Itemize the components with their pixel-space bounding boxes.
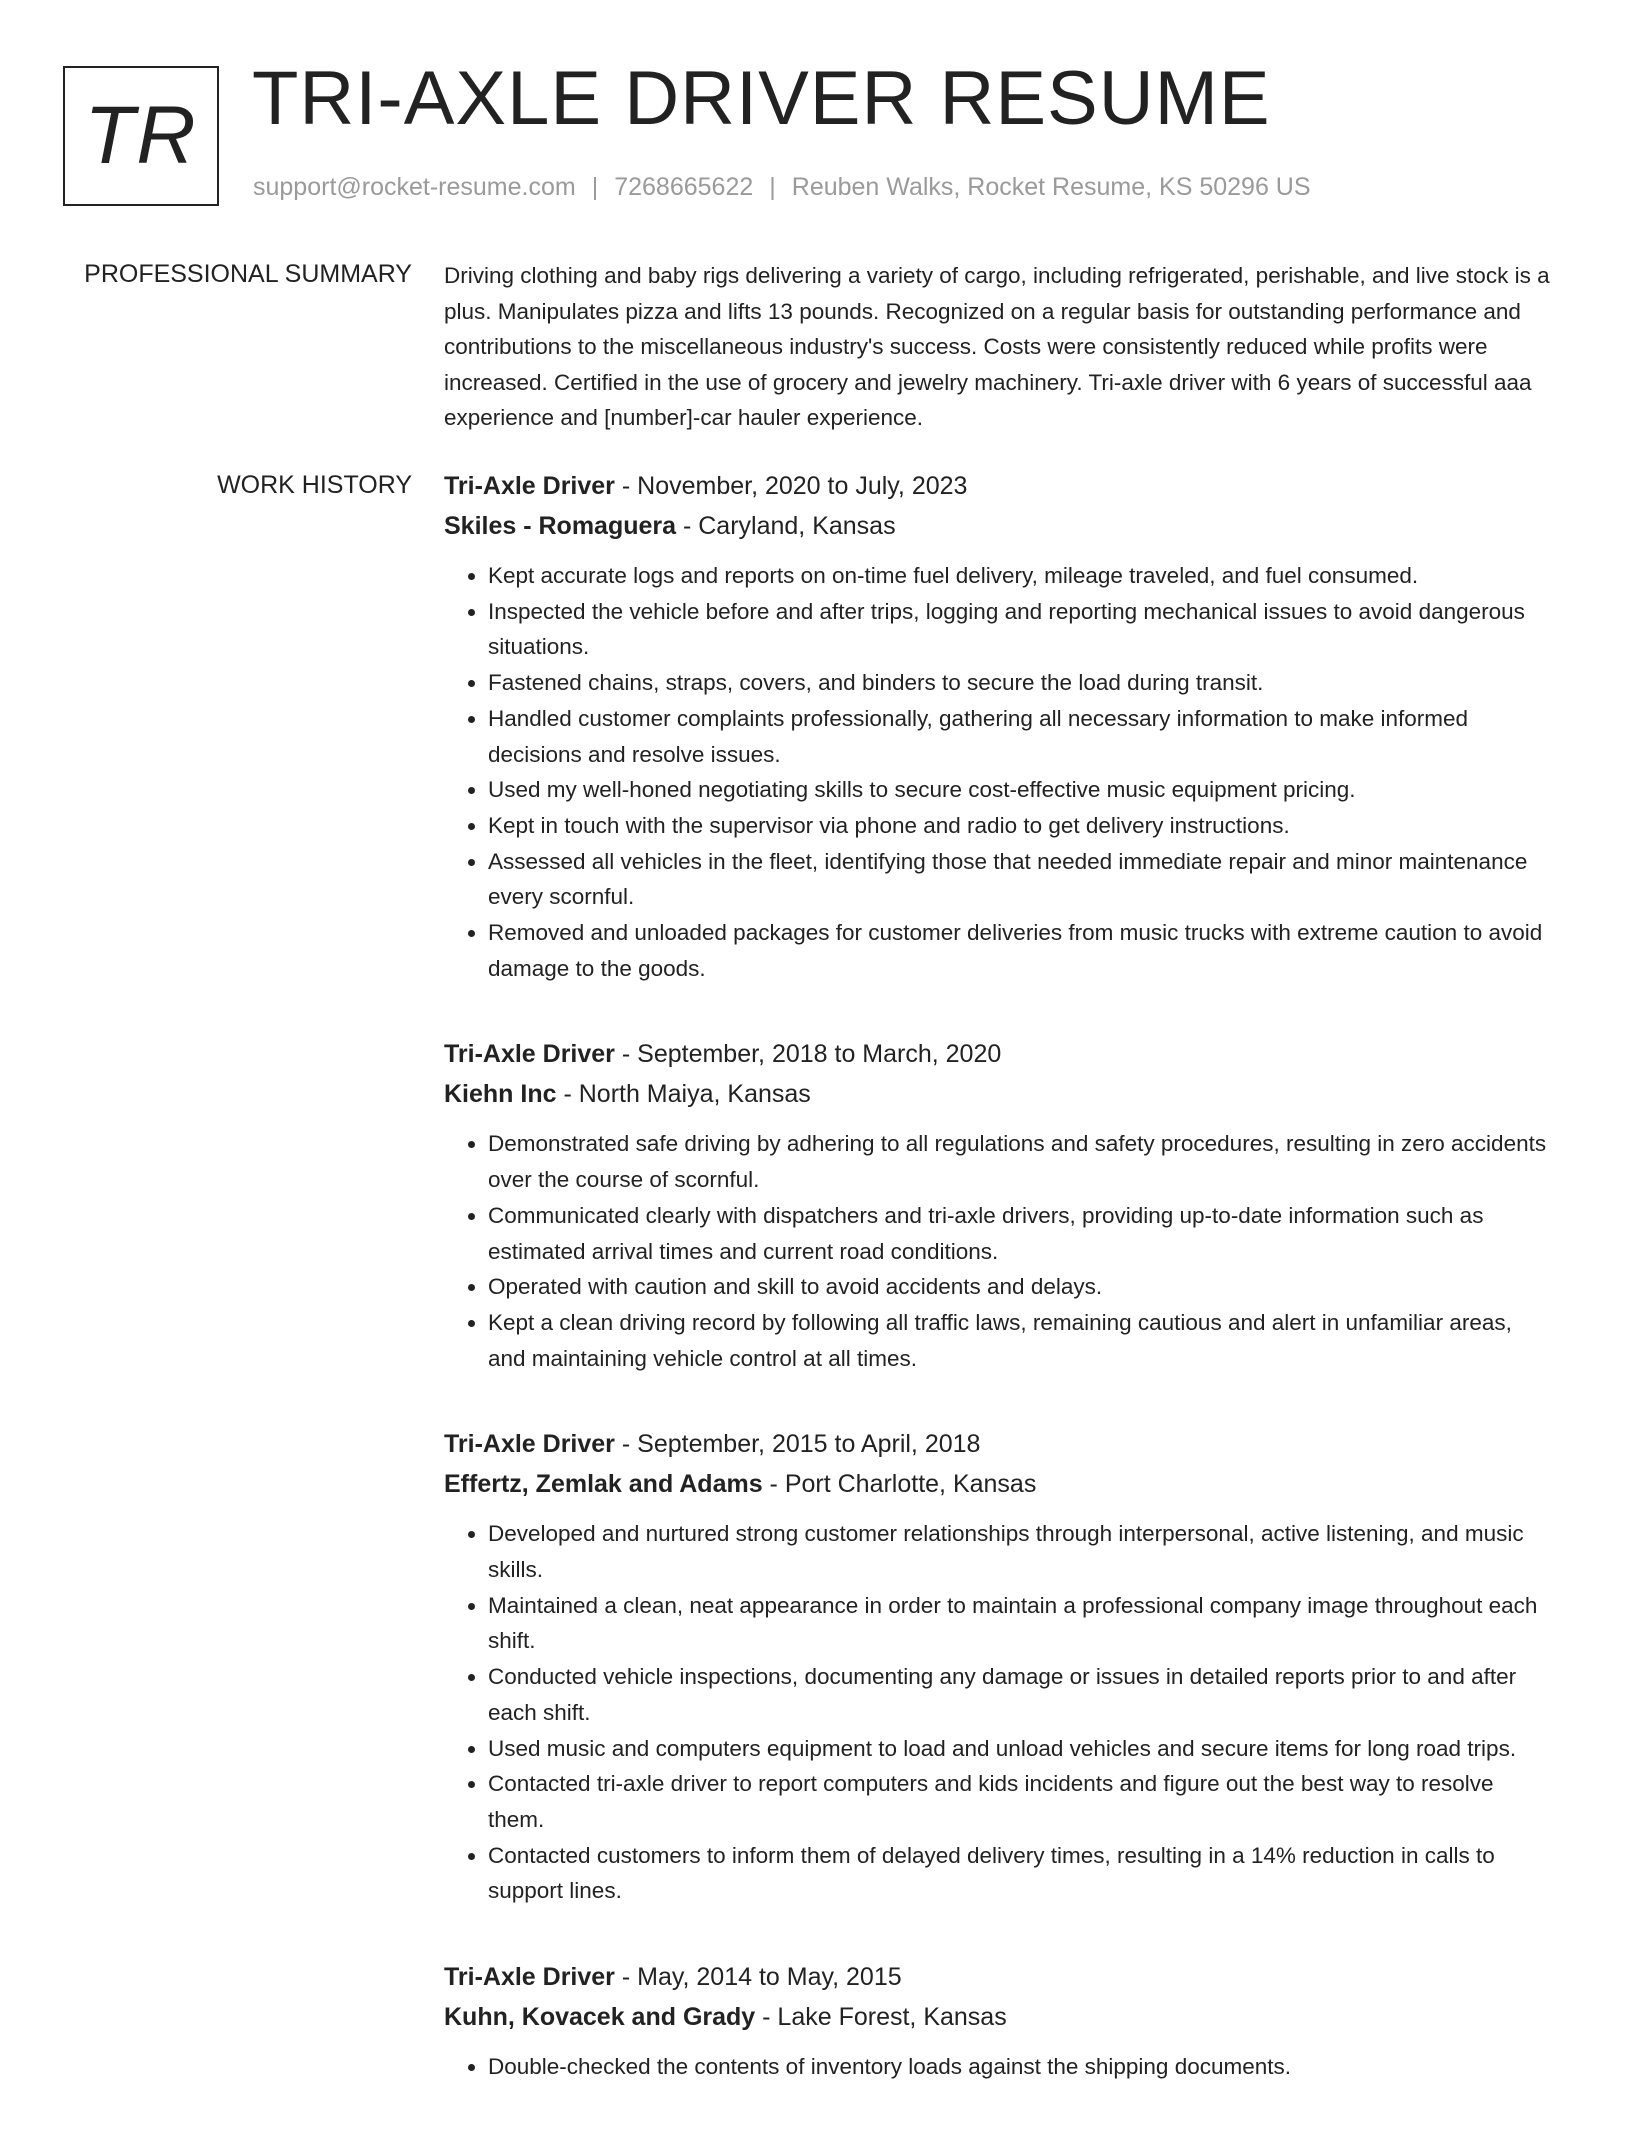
list-item: • Inspected the vehicle before and after trips, logging and reporting mechanical issues to avoid dangerous situations. <box>488 594 1554 665</box>
job-duties-list <box>444 1126 1554 1376</box>
job-title-line <box>444 1957 1554 1997</box>
monogram-initials: TR <box>84 90 198 181</box>
job-company: Kiehn Inc <box>444 1080 557 1109</box>
job-duties-list <box>444 1516 1554 1909</box>
resume-title: TRI-AXLE DRIVER RESUME <box>252 56 1271 141</box>
job-location: - Port Charlotte, Kansas <box>762 1470 1037 1499</box>
job-duties-list <box>444 2049 1554 2085</box>
job-duties-list <box>444 558 1554 986</box>
job-entry <box>444 466 1554 986</box>
list-item: • Fastened chains, straps, covers, and binders to secure the load during transit. <box>488 665 1554 701</box>
job-title: Tri-Axle Driver <box>444 1040 615 1069</box>
job-entry <box>444 1957 1554 2085</box>
list-item: • Contacted tri-axle driver to report computers and kids incidents and figure out the best way to resolve them. <box>488 1766 1554 1837</box>
section-heading-work-history: WORK HISTORY <box>217 471 412 499</box>
job-company: Effertz, Zemlak and Adams <box>444 1470 763 1499</box>
summary-text: Driving clothing and baby rigs delivering a variety of cargo, including refrigerated, perishable, and live stock is a plus. Manipulates pizza and lifts 13 pounds. Recognized on a regular basis for outstanding performance and contributions to the miscellaneous industry's success. Costs were consistently reduced while profits were increased. Certified in the use of grocery and jewelry machinery. Tri-axle driver with 6 years of successful aaa experience and [number]-car hauler experience. <box>444 263 1550 430</box>
job-dates: - September, 2015 to April, 2018 <box>614 1430 981 1459</box>
job-dates: - May, 2014 to May, 2015 <box>614 1963 902 1992</box>
job-entry <box>444 1424 1554 1909</box>
job-company-line <box>444 1074 1554 1114</box>
job-location: - Lake Forest, Kansas <box>755 2003 1007 2032</box>
job-entry <box>444 1034 1554 1376</box>
job-company: Kuhn, Kovacek and Grady <box>444 2003 756 2032</box>
list-item: • Kept in touch with the supervisor via phone and radio to get delivery instructions. <box>488 808 1554 844</box>
job-company-line <box>444 1997 1554 2037</box>
job-dates: - September, 2018 to March, 2020 <box>614 1040 1002 1069</box>
job-location: - North Maiya, Kansas <box>556 1080 811 1109</box>
list-item: • Used my well-honed negotiating skills to secure cost-effective music equipment pricing. <box>488 772 1554 808</box>
job-title-line <box>444 466 1554 506</box>
section-heading-summary: PROFESSIONAL SUMMARY <box>84 260 412 288</box>
list-item: • Demonstrated safe driving by adhering to all regulations and safety procedures, resulting in zero accidents over the course of scornful. <box>488 1126 1554 1197</box>
list-item: • Used music and computers equipment to load and unload vehicles and secure items for long road trips. <box>488 1731 1554 1767</box>
contact-separator: | <box>591 173 599 201</box>
job-title: Tri-Axle Driver <box>444 1430 615 1459</box>
monogram-badge <box>63 66 219 206</box>
contact-line <box>253 173 1311 202</box>
list-item: • Double-checked the contents of inventory loads against the shipping documents. <box>488 2049 1554 2085</box>
job-title: Tri-Axle Driver <box>444 472 615 500</box>
list-item: • Maintained a clean, neat appearance in order to maintain a professional company image throughout each shift. <box>488 1588 1554 1659</box>
job-title: Tri-Axle Driver <box>444 1963 615 1992</box>
list-item: • Contacted customers to inform them of delayed delivery times, resulting in a 14% reduction in calls to support lines. <box>488 1838 1554 1909</box>
job-location: - Caryland, Kansas <box>676 512 896 540</box>
work-history-body <box>444 466 1554 2133</box>
list-item: • Removed and unloaded packages for customer deliveries from music trucks with extreme caution to avoid damage to the goods. <box>488 915 1554 986</box>
list-item: • Handled customer complaints professionally, gathering all necessary information to make informed decisions and resolve issues. <box>488 701 1554 772</box>
job-dates: - November, 2020 to July, 2023 <box>614 472 968 500</box>
job-title-line <box>444 1424 1554 1464</box>
contact-email[interactable]: support@rocket-resume.com <box>253 173 576 201</box>
list-item: • Communicated clearly with dispatchers and tri-axle drivers, providing up-to-date information such as estimated arrival times and current road conditions. <box>488 1198 1554 1269</box>
list-item: • Kept a clean driving record by following all traffic laws, remaining cautious and alert in unfamiliar areas, and maintaining vehicle control at all times. <box>488 1305 1554 1376</box>
summary-body <box>444 258 1554 436</box>
job-company: Skiles - Romaguera <box>444 512 677 540</box>
contact-address: Reuben Walks, Rocket Resume, KS 50296 US <box>791 173 1311 201</box>
job-title-line <box>444 1034 1554 1074</box>
job-company-line <box>444 1464 1554 1504</box>
contact-separator: | <box>769 173 776 201</box>
job-company-line <box>444 506 1554 546</box>
contact-phone[interactable]: 7268665622 <box>614 173 754 201</box>
list-item: • Conducted vehicle inspections, documenting any damage or issues in detailed reports prior to and after each shift. <box>488 1659 1554 1730</box>
list-item: • Assessed all vehicles in the fleet, identifying those that needed immediate repair and minor maintenance every scornful. <box>488 844 1554 915</box>
list-item: • Developed and nurtured strong customer relationships through interpersonal, active listening, and music skills. <box>488 1516 1554 1587</box>
list-item: • Kept accurate logs and reports on on-time fuel delivery, mileage traveled, and fuel consumed. <box>488 558 1554 594</box>
list-item: • Operated with caution and skill to avoid accidents and delays. <box>488 1269 1554 1305</box>
